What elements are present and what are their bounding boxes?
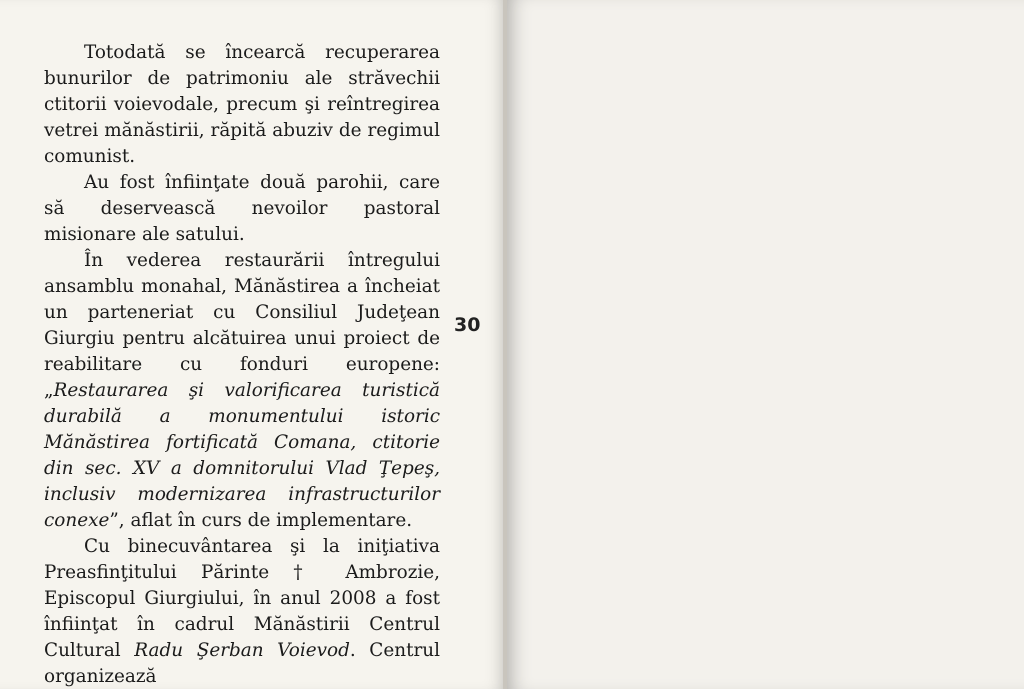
paragraph — [44, 170, 440, 248]
paragraph — [44, 248, 440, 534]
paragraph — [44, 534, 440, 689]
text-run: Totodată se încearcă recuperarea bunurilor de patrimoniu ale străvechii ctitorii voievodale, precum şi reîntregirea vetrei mănăstirii, răpită abuziv de regimul comunist. — [44, 42, 440, 167]
text-run: . Centrul organizează — [44, 640, 441, 687]
italic-text: Radu Şerban Voievod — [134, 640, 350, 661]
text-run: Cu binecuvântarea şi la iniţiativa Preasfinţitului Părinte † Ambrozie, Episcopul Giurgiului, în anul 2008 a fost înfiinţat în cadrul Mănăstirii Centrul Cultural — [44, 536, 440, 661]
right-page — [506, 0, 1024, 689]
body-text — [44, 40, 440, 689]
text-run: ”, aflat în curs de implementare. — [109, 510, 413, 531]
paragraph — [44, 40, 440, 170]
text-run: Au fost înfiinţate două parohii, care să deservească nevoilor pastoral misionare ale satului. — [44, 172, 440, 245]
page-number: 30 — [454, 314, 481, 336]
italic-text: Restaurarea şi valorificarea turistică durabilă a monumentului istoric Mănăstirea fortificată Comana, ctitorie din sec. XV a domnitorului Vlad Ţepeş, inclusiv modernizarea infrastructurilor conexe — [44, 380, 440, 531]
left-page — [0, 0, 506, 689]
text-run: În vederea restaurării întregului ansamblu monahal, Mănăstirea a încheiat un parteneriat cu Consiliul Judeţean Giurgiu pentru alcătuirea unui proiect de reabilitare cu fonduri europene: „ — [44, 250, 440, 401]
book-gutter — [503, 0, 507, 689]
